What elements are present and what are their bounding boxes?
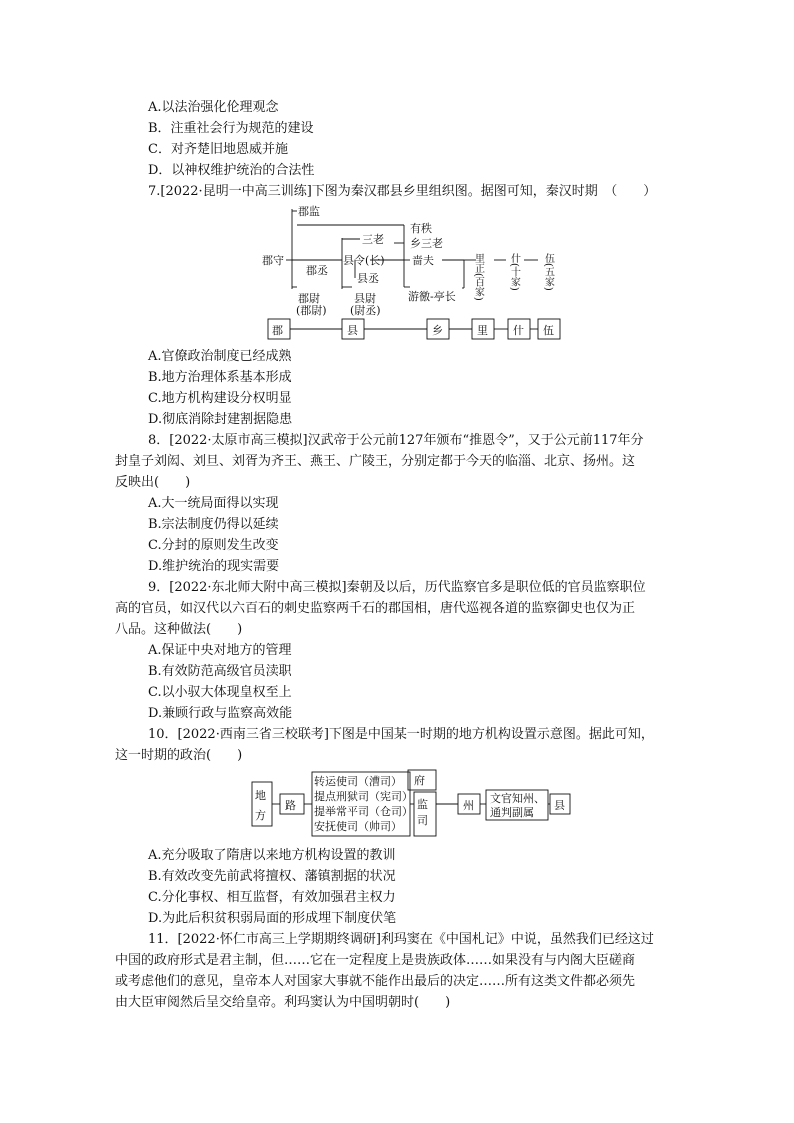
q7-option-d: D.彻底消除封建割据隐患 [148,412,293,427]
q7-org-diagram [262,203,562,345]
label-si: 司 [417,814,428,827]
q7-option-a: A.官僚政治制度已经成熟 [148,349,292,364]
q8-option-a: A.大一统局面得以实现 [148,496,279,511]
q9-stem-line-2: 高的官员，如汉代以六百石的刺史监察两千石的郡国相，唐代巡视各道的监察御史也仅为正 [115,601,636,616]
q8-option-c: C.分封的原则发生改变 [148,538,279,553]
q7-option-b: B.地方治理体系基本形成 [148,370,292,385]
q11-stem-line-3: 或考虑他们的意见，皇帝本人对国家大事就不能作出最后的决定……所有这类文件都必须先 [115,974,636,989]
bottom-wu: 伍 [543,324,554,337]
q8-option-d: D.维护统治的现实需要 [148,559,280,574]
bottom-shi: 什 [513,324,524,337]
label-fu: 府 [414,774,425,787]
label-wu: 伍(五家) [542,253,554,291]
label-junjian: 郡监 [298,205,320,218]
label-xianwei: 县尉 [354,292,376,305]
label-xianling: 县令(长) [343,254,385,267]
label-sanlao: 三老 [362,233,384,246]
label-di: 地 [255,789,266,802]
q7-option-c: C.地方机构建设分权明显 [148,391,292,406]
label-youjiao: 游徼-亭长 [408,290,456,303]
label-junshou: 郡守 [262,254,284,267]
q6-option-b: B．注重社会行为规范的建设 [148,121,314,136]
bottom-xian: 县 [347,324,358,337]
label-jian: 监 [417,798,428,811]
label-youzhi: 有秩 [410,222,432,235]
label-sefu: 啬夫 [412,254,434,267]
q10-option-b: B.有效改变先前武将擅权、藩镇割据的状况 [148,869,396,884]
q8-stem-line-1: 8．[2022·太原市高三模拟]汉武帝于公元前127年颁布“推恩令”，又于公元前117年分 [148,433,644,448]
q10-option-d: D.为此后积贫积弱局面的形成埋下制度伏笔 [148,911,397,926]
q11-stem-line-2: 中国的政府形式是君主制，但……它在一定程度上是贵族政体……如果没有与内阁大臣磋商 [115,953,636,968]
bottom-jun: 郡 [272,324,283,337]
q11-stem-line-1: 11．[2022·怀仁市高三上学期期终调研]利玛窦在《中国札记》中说，虽然我们已经这过 [148,932,654,947]
label-fang: 方 [255,809,266,822]
q10-stem-line-2: 这一时期的政治( ) [115,748,243,763]
q7-stem: 7.[2022·昆明一中高三训练]下图为秦汉郡县乡里组织图。据图可知，秦汉时期 （ ） [148,184,657,199]
q8-stem-line-2: 封皇子刘闳、刘旦、刘胥为齐王、燕王、广陵王，分别定都于今天的临淄、北京、扬州。这 [115,454,636,469]
label-junwei: 郡尉 [298,292,320,305]
label-juncheng: 郡丞 [306,264,328,277]
bottom-li: 里 [477,324,488,337]
q8-option-b: B.宗法制度仍得以延续 [148,517,279,532]
q10-stem-line-1: 10．[2022·西南三省三校联考]下图是中国某一时期的地方机构设置示意图。据此可知， [148,727,654,742]
label-xiancheng: 县丞 [357,272,379,285]
label-cangsi: 提举常平司（仓司） [314,805,413,818]
q6-option-c: C．对齐楚旧地恩威并施 [148,142,288,157]
label-xiangsanlao: 乡三老 [410,237,443,250]
label-caosi: 转运使司（漕司） [314,775,402,788]
q9-stem-line-3: 八品。这种做法( ) [115,622,243,637]
q11-stem-line-4: 由大臣审阅然后呈交给皇帝。利玛窦认为中国明朝时( ) [115,995,451,1010]
label-lu: 路 [285,799,296,812]
q10-org-diagram [250,768,572,840]
bottom-xiang: 乡 [432,324,443,337]
q9-option-a: A.保证中央对地方的管理 [148,643,292,658]
q8-stem-line-3: 反映出( ) [115,475,191,490]
q9-stem-line-1: 9．[2022·东北师大附中高三模拟]秦朝及以后，历代监察官多是职位低的官员监察职位 [148,580,646,595]
q9-option-b: B.有效防范高级官员渎职 [148,664,292,679]
q10-option-a: A.充分吸取了隋唐以来地方机构设置的教训 [148,848,396,863]
q6-option-a: A.以法治强化伦理观念 [148,100,279,115]
label-xiansi: 提点刑狱司（宪司） [314,790,413,803]
label-xianwei-alt: (尉丞) [350,304,381,317]
label-wenguan-1: 文官知州、 [490,792,545,805]
label-shuaisi: 安抚使司（帅司） [314,820,402,833]
q10-option-c: C.分化事权、相互监督，有效加强君主权力 [148,890,396,905]
label-xian: 县 [554,799,565,812]
q6-option-d: D．以神权维护统治的合法性 [148,163,315,178]
q9-option-d: D.兼顾行政与监察高效能 [148,706,293,721]
label-shi: 什(十家) [508,253,520,291]
label-lizheng: 里正(百家) [472,253,484,301]
q9-option-c: C.以小驭大体现皇权至上 [148,685,292,700]
label-junwei-alt: (郡尉) [296,304,327,317]
label-wenguan-2: 通判副属 [490,806,534,819]
label-zhou: 州 [463,799,474,812]
